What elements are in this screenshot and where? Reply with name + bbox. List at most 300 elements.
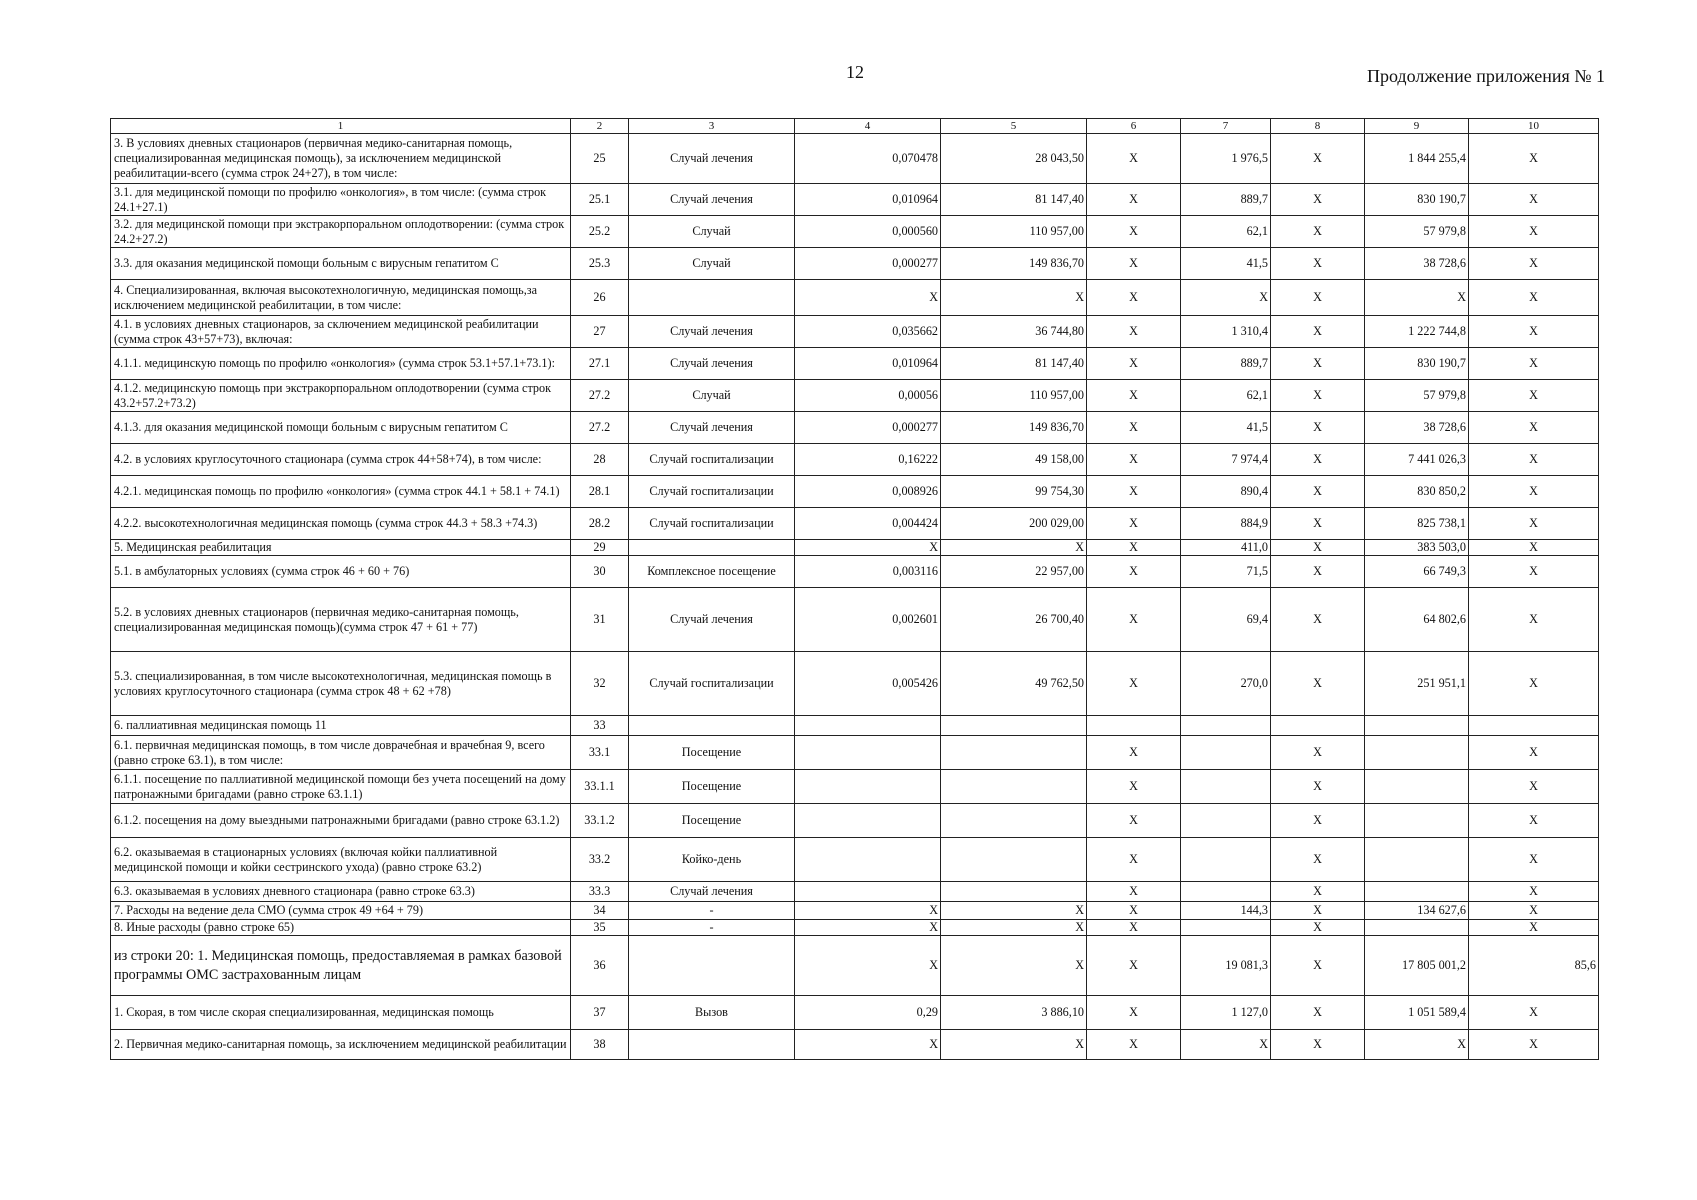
table-cell-c10: X <box>1469 134 1599 184</box>
table-cell-c8: X <box>1271 996 1365 1030</box>
table-cell-c2: 27 <box>571 316 629 348</box>
table-header-row <box>111 119 1599 134</box>
table-cell-c2: 27.2 <box>571 380 629 412</box>
table-cell-c4: 0,00056 <box>795 380 941 412</box>
table-cell-c10: X <box>1469 184 1599 216</box>
table-cell-c8: X <box>1271 540 1365 556</box>
table-cell-c3: Комплексное посещение <box>629 556 795 588</box>
column-header: 4 <box>795 119 941 134</box>
table-cell-c6: X <box>1087 996 1181 1030</box>
table-cell-c3: Случай <box>629 216 795 248</box>
table-cell-c1: 3.2. для медицинской помощи при экстракорпоральном оплодотворении: (сумма строк 24.2+27.2) <box>111 216 571 248</box>
table-cell-c4: X <box>795 920 941 936</box>
table-cell-c6: X <box>1087 184 1181 216</box>
column-header: 1 <box>111 119 571 134</box>
table-cell-c8: X <box>1271 902 1365 920</box>
table-cell-c10: X <box>1469 444 1599 476</box>
table-cell-c4: 0,035662 <box>795 316 941 348</box>
table-cell-c3: Случай лечения <box>629 134 795 184</box>
table-row <box>111 804 1599 838</box>
table-cell-c4: 0,29 <box>795 996 941 1030</box>
table-cell-c3: Случай лечения <box>629 412 795 444</box>
table-row <box>111 902 1599 920</box>
table-cell-c5: 110 957,00 <box>941 216 1087 248</box>
table-cell-c8: X <box>1271 508 1365 540</box>
table-cell-c6: X <box>1087 444 1181 476</box>
table-cell-c1: 4.2. в условиях круглосуточного стационара (сумма строк 44+58+74), в том числе: <box>111 444 571 476</box>
table-cell-c2: 27.1 <box>571 348 629 380</box>
table-cell-c6: X <box>1087 216 1181 248</box>
table-row <box>111 996 1599 1030</box>
table-row <box>111 540 1599 556</box>
table-cell-c6: X <box>1087 804 1181 838</box>
table-cell-c3: Посещение <box>629 736 795 770</box>
table-cell-c10: X <box>1469 316 1599 348</box>
table-cell-c5: X <box>941 540 1087 556</box>
table-cell-c10: X <box>1469 348 1599 380</box>
table-cell-c2: 25.1 <box>571 184 629 216</box>
table-cell-c4: 0,005426 <box>795 652 941 716</box>
table-cell-c9 <box>1365 736 1469 770</box>
table-cell-c1: 5.1. в амбулаторных условиях (сумма строк 46 + 60 + 76) <box>111 556 571 588</box>
table-cell-c5 <box>941 882 1087 902</box>
table-cell-c2: 33.1.2 <box>571 804 629 838</box>
table-cell-c4: X <box>795 540 941 556</box>
column-header: 7 <box>1181 119 1271 134</box>
table-cell-c4: X <box>795 902 941 920</box>
table-cell-c8: X <box>1271 216 1365 248</box>
table-cell-c2: 33.2 <box>571 838 629 882</box>
table-cell-c1: 3.3. для оказания медицинской помощи больным с вирусным гепатитом С <box>111 248 571 280</box>
table-cell-c4: 0,000277 <box>795 412 941 444</box>
table-cell-c9 <box>1365 838 1469 882</box>
table-cell-c9: 17 805 001,2 <box>1365 936 1469 996</box>
table-row <box>111 920 1599 936</box>
table-cell-c4: 0,010964 <box>795 184 941 216</box>
table-cell-c3: Случай лечения <box>629 588 795 652</box>
table-cell-c9: 830 850,2 <box>1365 476 1469 508</box>
table-row <box>111 838 1599 882</box>
column-header: 10 <box>1469 119 1599 134</box>
table-cell-c1: из строки 20: 1. Медицинская помощь, предоставляемая в рамках базовой программы ОМС застрахованным лицам <box>111 936 571 996</box>
table-cell-c4: 0,000560 <box>795 216 941 248</box>
table-cell-c2: 37 <box>571 996 629 1030</box>
table-cell-c10: X <box>1469 770 1599 804</box>
table-cell-c7 <box>1181 716 1271 736</box>
table-cell-c8: X <box>1271 588 1365 652</box>
table-cell-c7: 1 310,4 <box>1181 316 1271 348</box>
table-cell-c2: 33.3 <box>571 882 629 902</box>
table-cell-c5: 200 029,00 <box>941 508 1087 540</box>
table-cell-c9: 66 749,3 <box>1365 556 1469 588</box>
table-cell-c8: X <box>1271 556 1365 588</box>
table-cell-c9: 251 951,1 <box>1365 652 1469 716</box>
table-cell-c6: X <box>1087 882 1181 902</box>
column-header: 2 <box>571 119 629 134</box>
page-number: 12 <box>846 62 864 82</box>
table-cell-c6: X <box>1087 280 1181 316</box>
table-cell-c8: X <box>1271 444 1365 476</box>
table-cell-c2: 38 <box>571 1030 629 1060</box>
table-row <box>111 770 1599 804</box>
table-cell-c5: 149 836,70 <box>941 248 1087 280</box>
table-cell-c6: X <box>1087 838 1181 882</box>
table-cell-c2: 26 <box>571 280 629 316</box>
table-cell-c8: X <box>1271 184 1365 216</box>
table-cell-c5: 49 762,50 <box>941 652 1087 716</box>
table-cell-c4 <box>795 804 941 838</box>
table-cell-c10: X <box>1469 248 1599 280</box>
table-row <box>111 652 1599 716</box>
table-cell-c7: X <box>1181 280 1271 316</box>
table-cell-c7: 889,7 <box>1181 184 1271 216</box>
table-cell-c1: 4.2.1. медицинская помощь по профилю «онкология» (сумма строк 44.1 + 58.1 + 74.1) <box>111 476 571 508</box>
table-cell-c8 <box>1271 716 1365 736</box>
table-cell-c3: Случай <box>629 248 795 280</box>
table-cell-c8: X <box>1271 736 1365 770</box>
table-cell-c5: X <box>941 280 1087 316</box>
table-cell-c7 <box>1181 736 1271 770</box>
table-row <box>111 216 1599 248</box>
table-cell-c8: X <box>1271 838 1365 882</box>
table-cell-c1: 2. Первичная медико-санитарная помощь, за исключением медицинской реабилитации <box>111 1030 571 1060</box>
table-row <box>111 412 1599 444</box>
table-row <box>111 1030 1599 1060</box>
table-cell-c8: X <box>1271 652 1365 716</box>
table-cell-c6: X <box>1087 508 1181 540</box>
table-cell-c7: 890,4 <box>1181 476 1271 508</box>
table-cell-c5: 81 147,40 <box>941 184 1087 216</box>
table-cell-c8: X <box>1271 1030 1365 1060</box>
table-cell-c10: X <box>1469 412 1599 444</box>
table-cell-c6: X <box>1087 652 1181 716</box>
table-cell-c10: X <box>1469 902 1599 920</box>
table-cell-c1: 6.1. первичная медицинская помощь, в том числе доврачебная и врачебная 9, всего (равно строке 63.1), в том числе: <box>111 736 571 770</box>
table-row <box>111 508 1599 540</box>
table-cell-c6: X <box>1087 556 1181 588</box>
table-cell-c5: 28 043,50 <box>941 134 1087 184</box>
table-cell-c3: Случай госпитализации <box>629 476 795 508</box>
table-cell-c10: X <box>1469 540 1599 556</box>
table-cell-c7: 270,0 <box>1181 652 1271 716</box>
table-row <box>111 134 1599 184</box>
table-cell-c7 <box>1181 770 1271 804</box>
table-row <box>111 556 1599 588</box>
table-cell-c1: 4.2.2. высокотехнологичная медицинская помощь (сумма строк 44.3 + 58.3 +74.3) <box>111 508 571 540</box>
table-cell-c5 <box>941 804 1087 838</box>
table-cell-c9 <box>1365 882 1469 902</box>
table-cell-c5: X <box>941 920 1087 936</box>
table-row <box>111 184 1599 216</box>
table-cell-c6: X <box>1087 540 1181 556</box>
table-row <box>111 936 1599 996</box>
table-cell-c8: X <box>1271 316 1365 348</box>
table-cell-c6: X <box>1087 1030 1181 1060</box>
table-cell-c6: X <box>1087 902 1181 920</box>
table-cell-c6: X <box>1087 316 1181 348</box>
table-row <box>111 444 1599 476</box>
table-cell-c7: 7 974,4 <box>1181 444 1271 476</box>
table-cell-c9: 64 802,6 <box>1365 588 1469 652</box>
table-cell-c6: X <box>1087 588 1181 652</box>
table-cell-c3: Случай госпитализации <box>629 508 795 540</box>
table-cell-c6: X <box>1087 380 1181 412</box>
table-cell-c7 <box>1181 920 1271 936</box>
column-header: 3 <box>629 119 795 134</box>
table-cell-c3 <box>629 1030 795 1060</box>
table-cell-c5: X <box>941 902 1087 920</box>
table-cell-c10: X <box>1469 838 1599 882</box>
table-cell-c4 <box>795 882 941 902</box>
table-cell-c7: 19 081,3 <box>1181 936 1271 996</box>
table-cell-c3: Вызов <box>629 996 795 1030</box>
table-cell-c1: 6.3. оказываемая в условиях дневного стационара (равно строке 63.3) <box>111 882 571 902</box>
table-cell-c9 <box>1365 804 1469 838</box>
table-row <box>111 476 1599 508</box>
table-cell-c6: X <box>1087 736 1181 770</box>
table-cell-c1: 4.1.2. медицинскую помощь при экстракорпоральном оплодотворении (сумма строк 43.2+57.2+73.2) <box>111 380 571 412</box>
table-cell-c9: 7 441 026,3 <box>1365 444 1469 476</box>
table-cell-c7: 71,5 <box>1181 556 1271 588</box>
table-cell-c8: X <box>1271 280 1365 316</box>
table-cell-c10 <box>1469 716 1599 736</box>
table-cell-c7 <box>1181 882 1271 902</box>
table-cell-c5: 49 158,00 <box>941 444 1087 476</box>
table-cell-c10: X <box>1469 380 1599 412</box>
table-cell-c2: 31 <box>571 588 629 652</box>
table-cell-c7: 1 976,5 <box>1181 134 1271 184</box>
table-cell-c3: Случай лечения <box>629 184 795 216</box>
table-cell-c2: 36 <box>571 936 629 996</box>
table-cell-c2: 34 <box>571 902 629 920</box>
table-cell-c9: 830 190,7 <box>1365 184 1469 216</box>
table-cell-c6: X <box>1087 920 1181 936</box>
table-cell-c8: X <box>1271 412 1365 444</box>
table-cell-c5 <box>941 770 1087 804</box>
table-cell-c1: 5. Медицинская реабилитация <box>111 540 571 556</box>
table-cell-c1: 5.3. специализированная, в том числе высокотехнологичная, медицинская помощь в условиях круглосуточного стационара (сумма строк 48 + 62 +78) <box>111 652 571 716</box>
table-cell-c5: 81 147,40 <box>941 348 1087 380</box>
table-cell-c6: X <box>1087 476 1181 508</box>
table-cell-c5: 26 700,40 <box>941 588 1087 652</box>
table-cell-c10: X <box>1469 882 1599 902</box>
table-cell-c4: 0,008926 <box>795 476 941 508</box>
table-cell-c9 <box>1365 716 1469 736</box>
table-cell-c8: X <box>1271 134 1365 184</box>
table-cell-c5 <box>941 716 1087 736</box>
table-cell-c3: Случай госпитализации <box>629 652 795 716</box>
table-cell-c8: X <box>1271 936 1365 996</box>
table-cell-c10: X <box>1469 280 1599 316</box>
table-cell-c3: Посещение <box>629 804 795 838</box>
data-table <box>110 118 1599 1060</box>
table-cell-c3: - <box>629 920 795 936</box>
table-cell-c2: 35 <box>571 920 629 936</box>
table-cell-c1: 3. В условиях дневных стационаров (первичная медико-санитарная помощь, специализированная медицинская помощь), за исключением медицинской реабилитации-всего (сумма строк 24+27), в том числе: <box>111 134 571 184</box>
table-cell-c3 <box>629 716 795 736</box>
table-cell-c4 <box>795 838 941 882</box>
table-cell-c2: 28.2 <box>571 508 629 540</box>
table-cell-c4: X <box>795 936 941 996</box>
table-cell-c5: 3 886,10 <box>941 996 1087 1030</box>
table-cell-c4 <box>795 736 941 770</box>
column-header: 9 <box>1365 119 1469 134</box>
table-cell-c2: 25.2 <box>571 216 629 248</box>
table-cell-c10: 85,6 <box>1469 936 1599 996</box>
table-cell-c4: 0,002601 <box>795 588 941 652</box>
table-cell-c3: Посещение <box>629 770 795 804</box>
table-cell-c9: X <box>1365 1030 1469 1060</box>
table-cell-c8: X <box>1271 882 1365 902</box>
table-cell-c2: 28 <box>571 444 629 476</box>
table-cell-c4: X <box>795 280 941 316</box>
table-cell-c3 <box>629 540 795 556</box>
column-header: 6 <box>1087 119 1181 134</box>
table-cell-c7: 41,5 <box>1181 412 1271 444</box>
table-cell-c9: X <box>1365 280 1469 316</box>
table-cell-c8: X <box>1271 476 1365 508</box>
table-cell-c10: X <box>1469 588 1599 652</box>
table-cell-c8: X <box>1271 380 1365 412</box>
table-cell-c7: 62,1 <box>1181 216 1271 248</box>
table-cell-c2: 27.2 <box>571 412 629 444</box>
table-row <box>111 588 1599 652</box>
table-cell-c1: 6.1.1. посещение по паллиативной медицинской помощи без учета посещений на дому патронажными бригадами (равно строке 63.1.1) <box>111 770 571 804</box>
table-cell-c9: 825 738,1 <box>1365 508 1469 540</box>
table-cell-c3: Койко-день <box>629 838 795 882</box>
table-cell-c7 <box>1181 838 1271 882</box>
table-cell-c4 <box>795 716 941 736</box>
table-row <box>111 736 1599 770</box>
table-cell-c8: X <box>1271 248 1365 280</box>
table-cell-c9: 1 222 744,8 <box>1365 316 1469 348</box>
table-cell-c2: 33 <box>571 716 629 736</box>
table-row <box>111 882 1599 902</box>
table-cell-c7: 411,0 <box>1181 540 1271 556</box>
table-cell-c4: 0,16222 <box>795 444 941 476</box>
table-cell-c1: 6. паллиативная медицинская помощь 11 <box>111 716 571 736</box>
table-cell-c4 <box>795 770 941 804</box>
column-header: 8 <box>1271 119 1365 134</box>
table-cell-c10: X <box>1469 804 1599 838</box>
table-cell-c8: X <box>1271 920 1365 936</box>
table-cell-c5: 36 744,80 <box>941 316 1087 348</box>
table-row <box>111 316 1599 348</box>
data-table-container <box>110 118 1598 1060</box>
table-cell-c5: 149 836,70 <box>941 412 1087 444</box>
table-cell-c5: 110 957,00 <box>941 380 1087 412</box>
table-cell-c2: 30 <box>571 556 629 588</box>
table-cell-c1: 4.1.1. медицинскую помощь по профилю «онкология» (сумма строк 53.1+57.1+73.1): <box>111 348 571 380</box>
table-cell-c5: 99 754,30 <box>941 476 1087 508</box>
table-cell-c8: X <box>1271 804 1365 838</box>
table-cell-c7: 69,4 <box>1181 588 1271 652</box>
table-cell-c2: 32 <box>571 652 629 716</box>
table-cell-c9: 57 979,8 <box>1365 380 1469 412</box>
table-cell-c9: 57 979,8 <box>1365 216 1469 248</box>
table-cell-c4: 0,010964 <box>795 348 941 380</box>
table-cell-c2: 29 <box>571 540 629 556</box>
table-cell-c3: Случай <box>629 380 795 412</box>
table-cell-c3: Случай лечения <box>629 316 795 348</box>
column-header: 5 <box>941 119 1087 134</box>
table-cell-c10: X <box>1469 736 1599 770</box>
table-cell-c10: X <box>1469 996 1599 1030</box>
table-cell-c7: 62,1 <box>1181 380 1271 412</box>
table-cell-c4: X <box>795 1030 941 1060</box>
table-cell-c4: 0,003116 <box>795 556 941 588</box>
table-cell-c9 <box>1365 770 1469 804</box>
table-cell-c4: 0,000277 <box>795 248 941 280</box>
table-cell-c9 <box>1365 920 1469 936</box>
table-row <box>111 348 1599 380</box>
table-cell-c1: 1. Скорая, в том числе скорая специализированная, медицинская помощь <box>111 996 571 1030</box>
table-cell-c1: 4.1.3. для оказания медицинской помощи больным с вирусным гепатитом С <box>111 412 571 444</box>
table-cell-c3: Случай госпитализации <box>629 444 795 476</box>
table-cell-c9: 1 051 589,4 <box>1365 996 1469 1030</box>
table-cell-c9: 383 503,0 <box>1365 540 1469 556</box>
table-cell-c5 <box>941 838 1087 882</box>
table-cell-c4: 0,004424 <box>795 508 941 540</box>
table-cell-c10: X <box>1469 508 1599 540</box>
table-cell-c6 <box>1087 716 1181 736</box>
table-cell-c9: 38 728,6 <box>1365 248 1469 280</box>
table-cell-c5: X <box>941 936 1087 996</box>
table-cell-c7: 889,7 <box>1181 348 1271 380</box>
table-cell-c6: X <box>1087 770 1181 804</box>
table-cell-c6: X <box>1087 134 1181 184</box>
table-cell-c3 <box>629 280 795 316</box>
table-cell-c6: X <box>1087 248 1181 280</box>
table-cell-c7: X <box>1181 1030 1271 1060</box>
table-cell-c6: X <box>1087 348 1181 380</box>
table-cell-c9: 1 844 255,4 <box>1365 134 1469 184</box>
table-cell-c8: X <box>1271 770 1365 804</box>
table-cell-c10: X <box>1469 1030 1599 1060</box>
table-cell-c5 <box>941 736 1087 770</box>
table-cell-c7: 41,5 <box>1181 248 1271 280</box>
table-cell-c3: Случай лечения <box>629 348 795 380</box>
table-cell-c1: 6.2. оказываемая в стационарных условиях (включая койки паллиативной медицинской помощи и койки сестринского ухода) (равно строке 63.2) <box>111 838 571 882</box>
table-cell-c9: 38 728,6 <box>1365 412 1469 444</box>
table-cell-c10: X <box>1469 476 1599 508</box>
table-cell-c2: 33.1 <box>571 736 629 770</box>
table-cell-c1: 3.1. для медицинской помощи по профилю «онкология», в том числе: (сумма строк 24.1+27.1) <box>111 184 571 216</box>
table-cell-c1: 4. Специализированная, включая высокотехнологичную, медицинская помощь,за исключением медицинской реабилитации, в том числе: <box>111 280 571 316</box>
table-cell-c2: 28.1 <box>571 476 629 508</box>
table-cell-c9: 134 627,6 <box>1365 902 1469 920</box>
table-cell-c4: 0,070478 <box>795 134 941 184</box>
table-cell-c9: 830 190,7 <box>1365 348 1469 380</box>
table-cell-c5: X <box>941 1030 1087 1060</box>
table-cell-c6: X <box>1087 412 1181 444</box>
table-cell-c10: X <box>1469 216 1599 248</box>
table-cell-c7 <box>1181 804 1271 838</box>
table-cell-c2: 25.3 <box>571 248 629 280</box>
table-cell-c5: 22 957,00 <box>941 556 1087 588</box>
table-cell-c2: 33.1.1 <box>571 770 629 804</box>
table-cell-c3: Случай лечения <box>629 882 795 902</box>
table-cell-c8: X <box>1271 348 1365 380</box>
table-cell-c7: 144,3 <box>1181 902 1271 920</box>
table-row <box>111 380 1599 412</box>
table-cell-c2: 25 <box>571 134 629 184</box>
table-cell-c1: 6.1.2. посещения на дому выездными патронажными бригадами (равно строке 63.1.2) <box>111 804 571 838</box>
table-cell-c7: 1 127,0 <box>1181 996 1271 1030</box>
table-cell-c1: 4.1. в условиях дневных стационаров, за сключением медицинской реабилитации (сумма строк 43+57+73), включая: <box>111 316 571 348</box>
table-cell-c1: 8. Иные расходы (равно строке 65) <box>111 920 571 936</box>
table-cell-c10: X <box>1469 920 1599 936</box>
